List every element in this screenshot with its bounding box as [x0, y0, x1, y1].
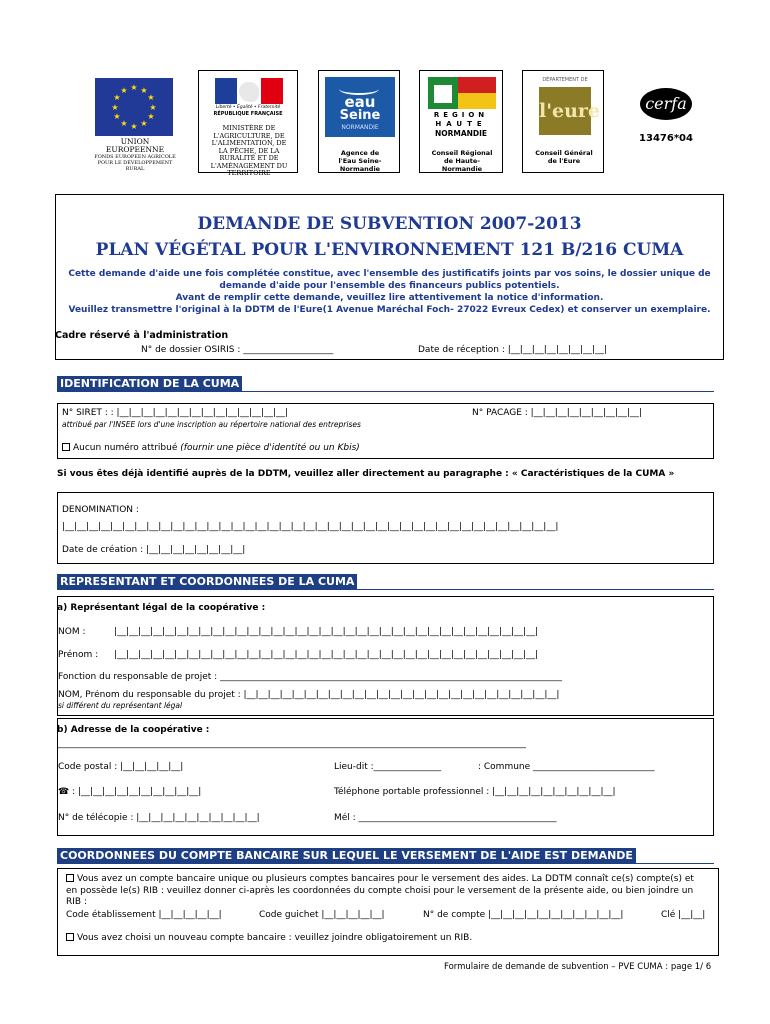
intro-line-3: Avant de remplir cette demande, veuillez lire attentivement la notice d'information. — [175, 293, 604, 303]
svg-text:★: ★ — [111, 103, 119, 112]
eu-fund-1: FONDS EUROPEEN AGRICOLE — [94, 154, 176, 160]
eu-logo — [92, 76, 178, 172]
lieu-dit-field[interactable]: Lieu-dit :_______________ — [334, 762, 442, 772]
svg-text:★: ★ — [120, 119, 128, 128]
svg-text:★: ★ — [130, 122, 138, 131]
existing-account-checkbox[interactable] — [66, 874, 74, 882]
normandie-word: NORMANDIE — [341, 124, 379, 131]
seine-word: Seine — [339, 108, 381, 123]
rf-name: RÉPUBLIQUE FRANÇAISE — [213, 111, 283, 117]
dept-caption: Conseil Général de l'Eure — [535, 149, 593, 165]
prenom-label: Prénom : — [58, 650, 99, 660]
fonction-field[interactable]: Fonction du responsable de projet : ____________________________________________________________________________ — [58, 672, 563, 682]
eau-caption: Agence de l'Eau Seine-Normandie — [338, 149, 382, 173]
section-identification-heading: IDENTIFICATION DE LA CUMA — [57, 376, 242, 391]
page-footer: Formulaire de demande de subvention – PVE CUMA : page 1/ 6 — [444, 962, 712, 972]
svg-text:★: ★ — [140, 86, 148, 95]
phone-field[interactable]: : |__|__|__|__|__|__|__|__|__|__| — [72, 787, 202, 797]
si-different-note: si différent du représentant légal — [58, 701, 183, 710]
denomination-field[interactable]: |__|__|__|__|__|__|__|__|__|__|__|__|__|__|__|__|__|__|__|__|__|__|__|__|__|__|__|__|__|__|__|__|__|__|__|__|__|__|__|__|__| — [62, 522, 559, 532]
bank-line-1: Vous avez un compte bancaire unique ou plusieurs comptes bancaires pour le versement des aides. La DDTM connaît ce(s) compte(s) et — [77, 874, 694, 884]
eu-name: UNION EUROPEENNE — [105, 137, 165, 154]
region-caption: Conseil Régional de Haute-Normandie — [431, 149, 493, 173]
departement-logo — [522, 70, 604, 173]
eau-logo — [318, 70, 400, 173]
intro-line-2: demande d'aide pour l'ensemble des financeurs publics potentiels. — [219, 281, 560, 291]
svg-text:★: ★ — [149, 103, 157, 112]
adresse-label: b) Adresse de la coopérative : — [57, 725, 210, 735]
cerfa-logo — [636, 88, 696, 124]
eau-word: eau — [344, 93, 376, 111]
denomination-label: DENOMINATION : — [62, 505, 139, 515]
ministry-name: MINISTÈRE DE L'AGRICULTURE, DE L'ALIMENTATION, DE LA PÊCHE, DE LA RURALITÉ ET DE L'AMÉNAGEMENT DU TERRITOIRE — [210, 124, 288, 177]
cle-field[interactable]: Clé |__|__| — [661, 910, 706, 920]
haute-word: HAUTE — [435, 120, 487, 128]
osiris-field[interactable]: N° de dossier OSIRIS : ____________________ — [141, 345, 334, 355]
region-word: REGION — [433, 111, 489, 119]
phone-icon: ☎ — [58, 787, 70, 797]
svg-text:★: ★ — [113, 112, 121, 121]
intro-line-1: Cette demande d'aide une fois complétée constitue, avec l'ensemble des justificatifs joints par vos soins, le dossier unique de — [68, 269, 711, 279]
mobile-field[interactable]: Téléphone portable professionnel : |__|__|__|__|__|__|__|__|__|__| — [334, 787, 616, 797]
svg-text:★: ★ — [140, 119, 148, 128]
adresse-field[interactable]: ________________________________________________________________________________________________________ — [58, 739, 526, 749]
bank-line-2: en possède le(s) RIB : veuillez donner ci-après les coordonnées du compte choisi pour le versement de la présente aide, ou bien joindre un — [66, 885, 694, 896]
fax-field[interactable]: N° de télécopie : |__|__|__|__|__|__|__|__|__|__| — [58, 813, 260, 823]
no-number-label: Aucun numéro attribué — [73, 443, 178, 453]
code-guichet-field[interactable]: Code guichet |__|__|__|__|__| — [259, 910, 385, 920]
region-logo — [419, 70, 503, 173]
no-number-note: (fournir une pièce d'identité ou un Kbis) — [180, 443, 360, 453]
reception-date-field[interactable]: Date de réception : |__|__|__|__|__|__|__|__| — [418, 345, 608, 355]
creation-date-field[interactable]: Date de création : |__|__|__|__|__|__|__|__| — [62, 545, 246, 555]
normandie-word-region: NORMANDIE — [434, 129, 488, 138]
nom-label: NOM : — [58, 627, 86, 637]
already-identified-note: Si vous êtes déjà identifié auprès de la DDTM, veuillez aller directement au paragraphe : « Caractéristiques de la CUMA » — [57, 469, 675, 479]
code-postal-field[interactable]: Code postal : |__|__|__|__|__| — [58, 762, 184, 772]
rf-motto: Liberté • Égalité • Fraternité — [215, 105, 281, 110]
prenom-field[interactable]: |__|__|__|__|__|__|__|__|__|__|__|__|__|__|__|__|__|__|__|__|__|__|__|__|__|__|__|__|__|__|__|__|__|__|__| — [114, 650, 539, 660]
svg-text:★: ★ — [147, 93, 155, 102]
region-icon — [428, 77, 496, 109]
marianne-icon — [215, 78, 283, 104]
intro-line-4: Veuillez transmettre l'original à la DDTM de l'Eure(1 Avenue Maréchal Foch- 27022 Evreux Cedex) et conserver un exemplaire. — [68, 305, 711, 315]
admin-label: Cadre réservé à l'administration — [55, 330, 229, 341]
commune-field[interactable]: : Commune ___________________________ — [478, 762, 655, 772]
section-representant-heading: REPRESENTANT ET COORDONNEES DE LA CUMA — [57, 574, 357, 589]
svg-text:★: ★ — [120, 86, 128, 95]
dept-top: DÉPARTEMENT DE — [542, 77, 588, 83]
eu-fund-2: POUR LE DÉVELOPPEMENT RURAL — [97, 160, 173, 172]
mel-field[interactable]: Mél : ____________________________________________ — [334, 813, 557, 823]
cerfa-number: 13476*04 — [639, 133, 693, 144]
new-account-checkbox[interactable] — [66, 933, 74, 941]
new-account-label: Vous avez choisi un nouveau compte bancaire : veuillez joindre obligatoirement un RIB. — [77, 933, 473, 943]
code-etablissement-field[interactable]: Code établissement |__|__|__|__|__| — [66, 910, 222, 920]
numero-compte-field[interactable]: N° de compte |__|__|__|__|__|__|__|__|__|__|__| — [423, 910, 624, 920]
section-bank-heading: COORDONNEES DU COMPTE BANCAIRE SUR LEQUEL LE VERSEMENT DE L'AIDE EST DEMANDE — [57, 848, 636, 863]
eu-flag-icon — [95, 78, 173, 136]
pacage-field[interactable]: N° PACAGE : |__|__|__|__|__|__|__|__|__| — [472, 408, 642, 418]
responsable-field[interactable]: NOM, Prénom du responsable du projet : |__|__|__|__|__|__|__|__|__|__|__|__|__|__|__|__|__|__|__|__|__|__|__|__|__|__| — [58, 690, 560, 700]
nom-field[interactable]: |__|__|__|__|__|__|__|__|__|__|__|__|__|__|__|__|__|__|__|__|__|__|__|__|__|__|__|__|__|__|__|__|__|__|__| — [114, 627, 539, 637]
bank-line-3: RIB : — [66, 897, 87, 907]
svg-text:★: ★ — [113, 93, 121, 102]
ministry-logo — [198, 70, 298, 177]
siret-field[interactable]: N° SIRET : : |__|__|__|__|__|__|__|__|__|__|__|__|__|__| — [62, 408, 289, 418]
dept-name: l'eure — [539, 87, 591, 135]
title-line-2: PLAN VÉGÉTAL POUR L'ENVIRONNEMENT 121 B/216 CUMA — [95, 240, 684, 260]
title-line-1: DEMANDE DE SUBVENTION 2007-2013 — [197, 214, 582, 234]
legal-rep-label: a) Représentant légal de la coopérative : — [57, 603, 266, 613]
insee-note: attribué par l'INSEE lors d'une inscription au répertoire national des entreprises — [62, 420, 361, 429]
no-number-checkbox[interactable] — [62, 443, 70, 451]
svg-text:★: ★ — [147, 112, 155, 121]
cerfa-oval: cerfa — [640, 88, 692, 120]
svg-text:★: ★ — [130, 83, 138, 92]
